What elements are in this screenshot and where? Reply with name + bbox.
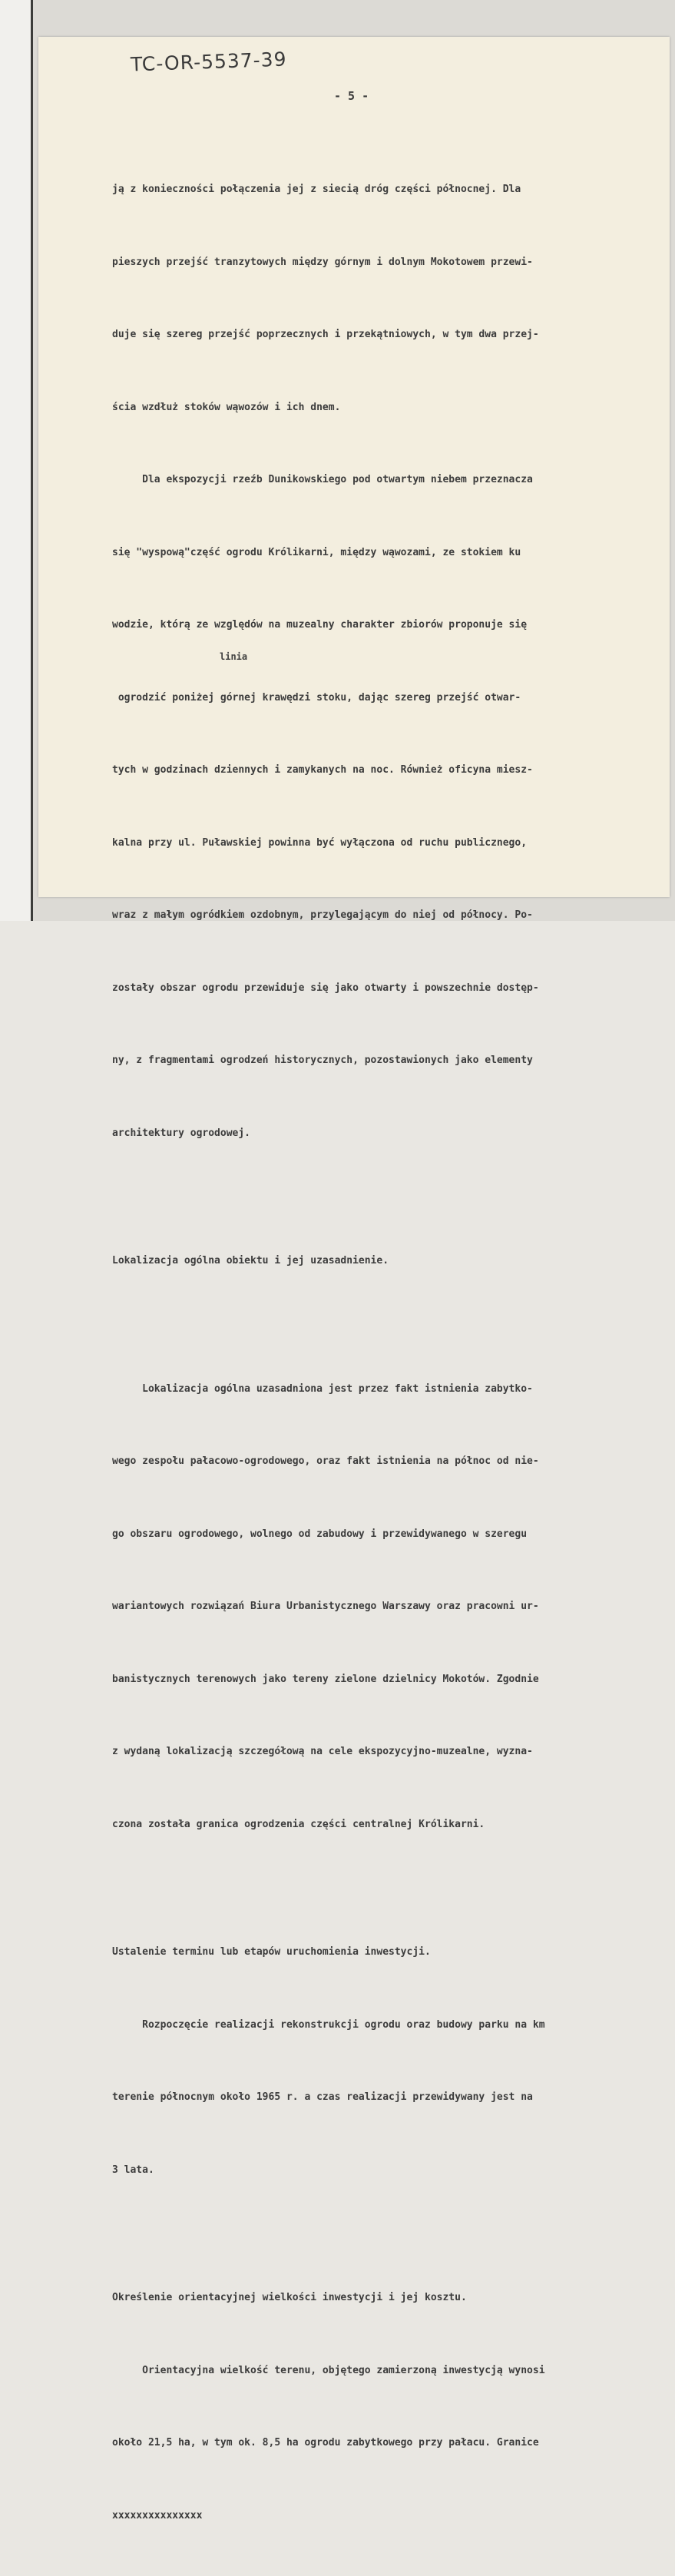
text-line: ścia wzdłuż stoków wąwozów i ich dnem. — [112, 401, 341, 413]
text-line: architektury ogrodowej. — [112, 1127, 251, 1139]
text-line: banistycznych terenowych jako tereny zielone dzielnicy Mokotów. Zgodnie — [112, 1673, 539, 1685]
text-line: około 21,5 ha, w tym ok. 8,5 ha ogrodu zabytkowego przy pałacu. Granice — [112, 2437, 539, 2449]
text-line: Lokalizacja ogólna uzasadniona jest przez fakt istnienia zabytko- — [112, 1382, 533, 1395]
document-page — [38, 37, 670, 2521]
text-line: ny, z fragmentami ogrodzeń historycznych, pozostawionych jako elementy — [112, 1055, 533, 1066]
text-line: Dla ekspozycji rzeźb Dunikowskiego pod otwartym niebem przeznacza — [112, 474, 533, 485]
struck-text-line: xxxxxxxxxxxxxxx — [112, 2509, 203, 2521]
text-line: go obszaru ogrodowego, wolnego od zabudowy i przewidywanego w szeregu — [112, 1528, 528, 1540]
body-text — [112, 129, 650, 2576]
text-line: się "wyspową"część ogrodu Królikarni, między wąwozami, ze stokiem ku — [112, 546, 521, 558]
text-line: wariantowych rozwiązań Biura Urbanistycznego Warszawy oraz pracowni ur- — [112, 1601, 539, 1612]
text-line: ją z konieczności połączenia jej z siecią dróg części północnej. Dla — [112, 184, 521, 195]
text-line: 3 lata. — [112, 2164, 154, 2176]
text-line: pieszych przejść tranzytowych między górnym i dolnym Mokotowem przewi- — [112, 256, 533, 268]
text-line: Rozpoczęcie realizacji rekonstrukcji ogrodu oraz budowy parku na km — [112, 2018, 545, 2031]
text-line: Orientacyjna wielkość terenu, objętego zamierzoną inwestycją wynosi — [112, 2364, 545, 2376]
left-scan-edge — [0, 0, 33, 921]
text-line: tych w godzinach dziennych i zamykanych na noc. Również oficyna miesz- — [112, 764, 533, 776]
reference-number: TC-OR-5537-39 — [130, 48, 287, 76]
section-heading: Lokalizacja ogólna obiektu i jej uzasadnienie. — [112, 1255, 389, 1266]
text-line: duje się szereg przejść poprzecznych i przekątniowych, w tym dwa przej- — [112, 329, 539, 340]
text-line: ogrodzić poniżej górnej krawędzi stoku, dając szereg przejść otwar- — [112, 691, 521, 704]
text-line: kalna przy ul. Puławskiej powinna być wyłączona od ruchu publicznego, — [112, 836, 528, 849]
text-line: terenie północnym około 1965 r. a czas realizacji przewidywany jest na — [112, 2091, 533, 2103]
section-heading: Określenie orientacyjnej wielkości inwestycji i jej kosztu. — [112, 2292, 467, 2303]
page-number: - 5 - — [334, 89, 369, 103]
text-line: wodzie, którą ze względów na muzealny charakter zbiorów proponuje się — [112, 619, 528, 631]
text-line: z wydaną lokalizacją szczegółową na cele ekspozycyjno-muzealne, wyzna- — [112, 1746, 533, 1757]
text-line: wego zespołu pałacowo-ogrodowego, oraz fakt istnienia na północ od nie- — [112, 1455, 539, 1467]
text-line: czona została granica ogrodzenia części centralnej Królikarni. — [112, 1818, 485, 1830]
section-heading: Ustalenie terminu lub etapów uruchomienia inwestycji. — [112, 1946, 431, 1958]
inserted-word: linia — [220, 651, 248, 662]
text-line: zostały obszar ogrodu przewiduje się jako otwarty i powszechnie dostęp- — [112, 982, 539, 994]
text-line: wraz z małym ogródkiem ozdobnym, przylegającym do niej od północy. Po- — [112, 909, 533, 921]
